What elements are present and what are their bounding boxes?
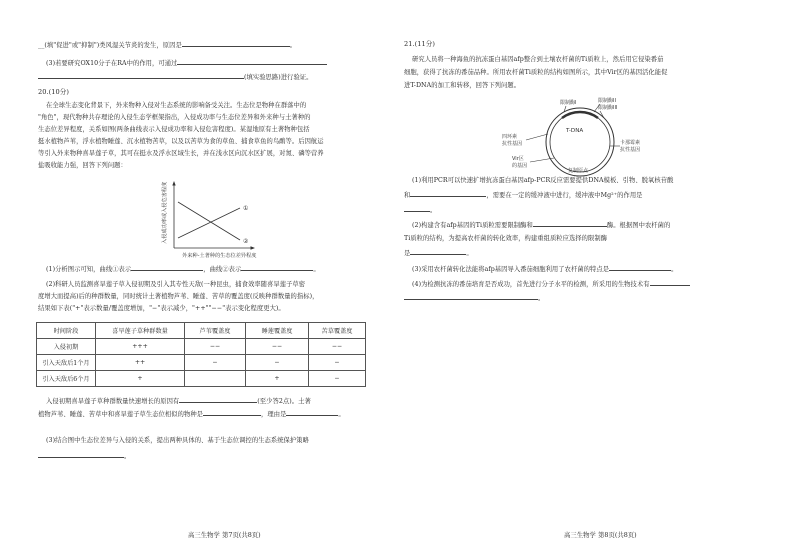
q20-para-line: "角色"，现代物种共存理论的入侵生态学框架指出，入侵成功率与生态位差异和外来种与土著种的	[38, 114, 311, 121]
answer-blank[interactable]	[609, 264, 671, 271]
q21-4: (4)为检测抗冻的番茄培育是否成功，首先进行分子水平的检测，所采用的生物技术有	[412, 279, 690, 289]
table-header: 苦草覆盖度	[309, 323, 366, 339]
table-cell: 引入天敌后6个月	[37, 371, 96, 387]
answer-blank[interactable]	[203, 409, 261, 416]
plasmid-ring-outer	[546, 108, 614, 176]
y-axis-arrow	[172, 181, 175, 186]
q20-2-line: 结果如下表("+"表示数量/覆盖度增加，"−"表示减少，"++""−−"表示变化程度更大)。	[38, 305, 285, 312]
table-cell: +++	[96, 339, 185, 355]
vir-label: Vir区	[512, 156, 524, 162]
tet-pointer	[526, 134, 548, 140]
q20-para-line: 在全球生态变化背景下，外来物种入侵对生态系统的影响备受关注。生态位是物种在群落中的	[46, 102, 307, 109]
table-cell: −−	[185, 339, 246, 355]
table-cell: +	[246, 371, 309, 387]
answer-blank[interactable]	[38, 72, 244, 79]
table-cell: +	[96, 371, 185, 387]
answer-blank[interactable]	[533, 220, 607, 227]
q21-2-line2: Ti质粒的结构，为提高农杆菌的转化效率，构建重组质粒应选择的限制酶	[404, 235, 608, 242]
table-cell: 入侵初期	[37, 339, 96, 355]
answer-blank[interactable]	[404, 205, 430, 212]
q20-2-line: 度增大而提高)后的种群数量，同时统计土著植物芦苇、睡莲、苦草的覆盖度(反映种群数量的指标)，	[38, 293, 319, 300]
table-cell: −	[185, 355, 246, 371]
q20-3: (3)结合图中生态位差异与入侵的关系，提出两种具体的、基于生态位调控的生态系统保护策略	[46, 437, 309, 444]
curve-1	[178, 208, 240, 238]
table-cell	[185, 371, 246, 387]
answer-blank[interactable]	[177, 58, 327, 65]
table-cell: ++	[96, 355, 185, 371]
curve-2-label: ②	[243, 238, 249, 245]
answer-blank[interactable]	[38, 451, 124, 458]
answer-blank[interactable]	[179, 396, 257, 403]
answer-blank[interactable]	[650, 279, 690, 286]
x-axis-arrow	[251, 246, 256, 249]
q21-1-line1: (1)利用PCR可以快速扩增抗冻蛋白基因afp-PCR反应需要提供DNA模板、引物、脱氧核苷酸	[412, 177, 674, 184]
ti-plasmid-diagram	[500, 96, 650, 182]
q21-para-line: 研究人员将一种海鱼的抗冻蛋白基因afp整合到土壤农杆菌的Ti质粒上，然后用它侵染番茄	[412, 56, 664, 63]
q21-para-line: 进T-DNA的加工和转移，回答下列问题。	[404, 82, 521, 89]
tet-resistance-label: 四环素	[502, 134, 518, 140]
curve-2	[178, 202, 240, 240]
q20-3-blank: 。	[38, 451, 130, 461]
answer-blank[interactable]	[286, 409, 338, 416]
right-footer: 高三生物学 第8页(共8页)	[564, 531, 637, 539]
q19-line3: (填实验思路)进行验证。	[38, 72, 312, 82]
answer-blank[interactable]	[410, 190, 486, 197]
table-header-row	[37, 323, 366, 339]
answer-blank[interactable]	[410, 248, 466, 255]
q20-header: 20.(10分)	[38, 88, 70, 96]
q20-para-line: 盐吸收能力强，回答下列问题：	[38, 162, 127, 169]
answer-blank[interactable]	[131, 264, 203, 271]
q20-para-line: 挺水植物芦苇，浮水植物睡莲、沉水植物苦草，以及以苦草为食的草鱼、捕食草鱼的鸟鹬等。后因航运	[38, 138, 324, 145]
left-footer: 高三生物学 第7页(共8页)	[188, 531, 261, 539]
table-row	[37, 339, 366, 355]
graph-ylabel: 入侵成功率或入侵危害程度	[162, 181, 168, 244]
q21-1-line3: 。	[404, 205, 436, 215]
q20-2-after: 入侵初期喜旱莲子草种群数量快速增长的原因有 (至少答2点)。土著	[46, 398, 311, 405]
table-row	[37, 355, 366, 371]
table-cell: −	[309, 371, 366, 387]
q21-1-line2: 和 ，需要在一定的缓冲液中进行，缓冲液中Mg²⁺的作用是	[404, 192, 643, 199]
enzyme1-label: 限制酶I	[560, 100, 577, 106]
table-header: 喜旱莲子草种群数量	[96, 323, 185, 339]
table-cell: −	[246, 355, 309, 371]
q21-3: (3)采用农杆菌转化法能将afp基因导入番茄细胞利用了农杆菌的特点是 。	[412, 266, 678, 273]
q21-header: 21.(11分)	[404, 40, 436, 48]
q21-2-line3: 是 。	[404, 250, 473, 257]
table-cell: 引入天敌后1个月	[37, 355, 96, 371]
kan-resistance-label-2: 抗性基因	[620, 147, 641, 153]
q21-2-line1: (2)构建含有afp基因的Ti质粒需要限制酶和 酶。根据图中农杆菌的	[412, 222, 671, 229]
answer-blank[interactable]	[182, 40, 290, 47]
tdna-segment	[562, 112, 598, 118]
graph-xlabel: 外来种-土著种的生态位差异程度	[182, 253, 257, 259]
answer-blank[interactable]	[404, 293, 538, 300]
table-header: 睡莲覆盖度	[246, 323, 309, 339]
enzyme3-label: 限制酶III	[598, 105, 618, 111]
q19-line1: __(填"促进"或"抑制")类风湿关节炎的发生，原因是 。	[38, 42, 297, 49]
table-header: 时间阶段	[37, 323, 96, 339]
origin-label: 复制原点	[568, 168, 589, 174]
coverage-table	[36, 322, 366, 387]
tet-resistance-label-2: 抗性基因	[502, 141, 523, 147]
table-cell: −	[309, 355, 366, 371]
plasmid-ring-inner	[550, 112, 610, 172]
q21-para-line: 细胞，获得了抗冻的番茄品种。所用农杆菌Ti质粒的结构如图所示，其中Vir区的基因活化能促	[404, 69, 668, 76]
q20-2-line: (2)科研人员监测喜旱莲子草入侵初期及引入其专性天敌(一种昆虫，捕食效率随喜旱莲子草密	[46, 281, 306, 288]
curve-1-label: ①	[243, 205, 249, 212]
q19-line2: (3)若要研究OX10分子在RA中的作用，可通过	[46, 58, 327, 68]
q20-para-line: 等引入外来物种喜旱莲子草，其可在挺水及浮水区域生长，并在浅水区向沉水区扩展，对氮、磷等营养	[38, 150, 324, 157]
q20-1: (1)分析图示可知，曲线①表示 ，曲线②表示 。	[46, 266, 320, 273]
table-cell: −−	[309, 339, 366, 355]
vir-label-2: 的基因	[512, 163, 528, 169]
tdna-label: T-DNA	[566, 128, 584, 134]
table-cell: −−	[246, 339, 309, 355]
niche-graph	[160, 178, 270, 260]
table-header: 芦苇覆盖度	[185, 323, 246, 339]
enzyme2-label: 限制酶II	[598, 98, 616, 104]
table-row	[37, 371, 366, 387]
q21-4-blank: 。	[404, 293, 544, 303]
answer-blank[interactable]	[241, 264, 313, 271]
q20-para-line: 生态位差异程度，关系如图(两条曲线表示入侵成功率和入侵危害程度)。某湿地原有土著物种包括	[38, 126, 310, 133]
vir-pointer	[530, 158, 554, 162]
q20-2-after2: 植物芦苇、睡莲、苦草中和喜旱莲子草生态位相似的物种是 ，理由是 。	[38, 411, 345, 418]
kan-resistance-label: 卡那霉素	[620, 140, 641, 146]
